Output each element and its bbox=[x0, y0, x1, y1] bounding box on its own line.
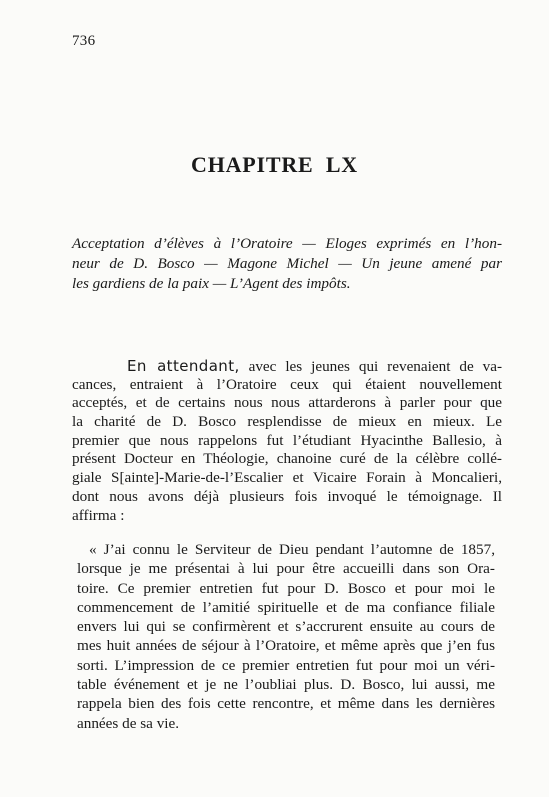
summary-line: Acceptation d’élèves à l’Oratoire — Eloges exprimés en l’hon- bbox=[72, 235, 502, 252]
chapter-summary bbox=[72, 234, 502, 294]
quote-line: lorsque je me présentai à lui pour être accueilli dans son Ora- bbox=[77, 560, 495, 578]
paragraph-line: dont nous avons déjà plusieurs fois invoqué le témoignage. Il bbox=[72, 487, 502, 505]
quote-line: table événement et je ne l’oubliai plus. D. Bosco, lui aussi, me bbox=[77, 676, 495, 694]
quote-line: toire. Ce premier entretien fut pour D. Bosco et pour moi le bbox=[77, 579, 495, 597]
quote-line: mes huit années de séjour à l’Oratoire, et même après que j’en fus bbox=[77, 637, 495, 655]
quote-line: sorti. L’impression de ce premier entretien fut pour moi un véri- bbox=[77, 656, 495, 674]
quote-line: années de sa vie. bbox=[77, 714, 180, 732]
paragraph-line: cances, entraient à l’Oratoire ceux qui étaient nouvellement bbox=[72, 375, 502, 393]
quote-line: rappela bien des fois cette rencontre, et même dans les dernières bbox=[77, 695, 495, 713]
paragraph-line bbox=[72, 357, 502, 376]
testimony-quote bbox=[77, 540, 495, 733]
paragraph-lead: En attendant, bbox=[127, 357, 240, 375]
paragraph-line: la charité de D. Bosco resplendisse de mieux en mieux. Le bbox=[72, 413, 502, 431]
summary-line: neur de D. Bosco — Magone Michel — Un jeune amené par bbox=[72, 255, 502, 272]
paragraph-line: acceptés, et de certains nous nous attarderons à parler pour que bbox=[72, 394, 502, 412]
quote-line: envers lui qui se confirmèrent et s’accrurent ensuite au cours de bbox=[77, 618, 495, 636]
paragraph-line: giale S[ainte]-Marie-de-l’Escalier et Vicaire Forain à Moncalieri, bbox=[72, 469, 502, 487]
summary-line: les gardiens de la paix — L’Agent des impôts. bbox=[72, 275, 351, 292]
paragraph-line: premier que nous rappelons fut l’étudiant Hyacinthe Ballesio, à bbox=[72, 431, 502, 449]
paragraph-line-text: avec les jeunes qui revenaient de va- bbox=[239, 358, 502, 375]
page-number: 736 bbox=[72, 33, 96, 49]
quote-line: commencement de l’amitié spirituelle et de ma confiance filiale bbox=[77, 598, 495, 616]
paragraph-line: affirma : bbox=[72, 506, 125, 524]
paragraph-line: présent Docteur en Théologie, chanoine curé de la célèbre collé- bbox=[72, 450, 502, 468]
body-paragraph bbox=[72, 357, 502, 525]
chapter-title: CHAPITRE LX bbox=[191, 152, 358, 177]
quote-line: « J’ai connu le Serviteur de Dieu pendant l’automne de 1857, bbox=[89, 541, 495, 558]
